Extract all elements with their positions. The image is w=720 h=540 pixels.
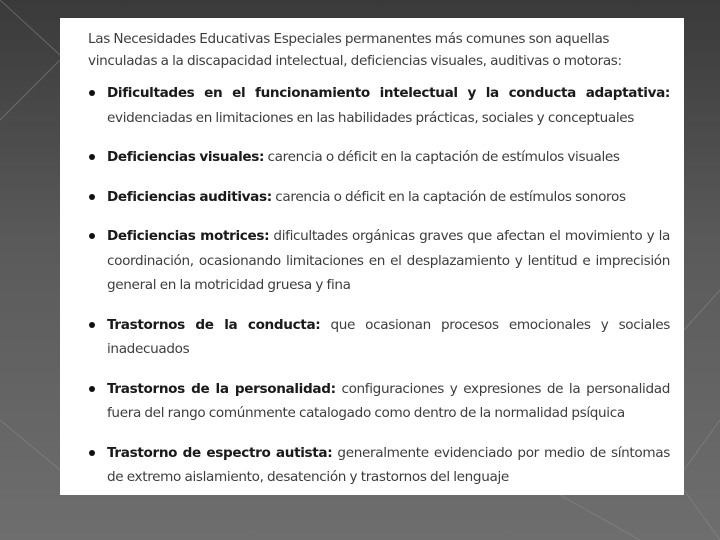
item-term: Trastorno de espectro autista:: [107, 444, 333, 461]
item-description: generalmente evidenciado por medio de síntomas de extremo aislamiento, desatención y trastornos del lenguaje: [107, 444, 670, 485]
item-term: Trastornos de la personalidad:: [107, 380, 336, 397]
item-description: carencia o déficit en la captación de estímulos visuales: [264, 149, 620, 165]
bullet-icon: [89, 322, 95, 328]
bullet-icon: [89, 194, 95, 200]
list-item-personalidad: [88, 377, 670, 426]
bullet-icon: [89, 450, 95, 456]
item-description: que ocasionan procesos emocionales y sociales inadecuados: [107, 316, 670, 357]
bullet-icon: [89, 233, 95, 239]
list-item-intelectual: [88, 81, 670, 130]
item-term: Trastornos de la conducta:: [107, 316, 321, 333]
nee-list: [88, 81, 670, 490]
item-term: Deficiencias motrices:: [107, 228, 270, 244]
document-card: [60, 18, 684, 495]
intro-paragraph: Las Necesidades Educativas Especiales permanentes más comunes son aquellas vinculadas a la discapacidad intelectual, deficiencias visuales, auditivas o motoras:: [88, 31, 622, 69]
list-item-visuales: [88, 145, 670, 170]
list-item-auditivas: [88, 185, 670, 210]
item-term: Deficiencias auditivas:: [107, 188, 272, 205]
bullet-icon: [89, 90, 95, 96]
item-term: Deficiencias visuales:: [107, 149, 265, 165]
list-item-motrices: [88, 224, 670, 298]
list-item-conducta: [88, 313, 670, 362]
item-description: carencia o déficit en la captación de estímulos sonoros: [271, 188, 626, 205]
bullet-icon: [89, 386, 95, 392]
item-description: dificultades orgánicas graves que afectan el movimiento y la coordinación, ocasionando limitaciones en el desplazamiento y lentitud e imprecisión general en la motricidad gruesa y fina: [107, 228, 670, 293]
item-description: evidenciadas en limitaciones en las habilidades prácticas, sociales y conceptuales: [107, 109, 635, 126]
item-term: Dificultades en el funcionamiento intelectual y la conducta adaptativa:: [107, 85, 670, 101]
item-description: configuraciones y expresiones de la personalidad fuera del rango comúnmente catalogado como dentro de la normalidad psíquica: [107, 380, 670, 421]
bullet-icon: [89, 154, 95, 160]
list-item-autismo: [88, 441, 670, 490]
